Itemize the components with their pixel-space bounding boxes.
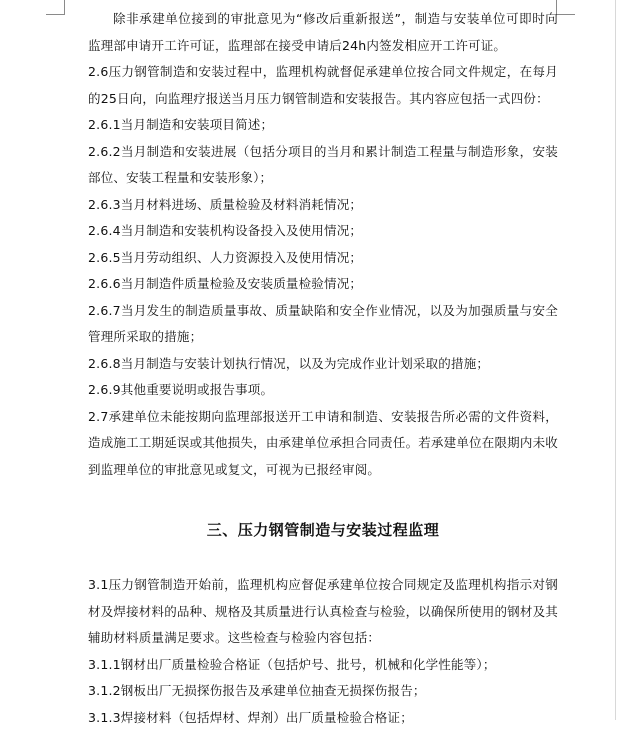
paragraph-p2-6-5: 2.6.5当月劳动组织、人力资源投入及使用情况；	[88, 245, 558, 272]
paragraph-p2-6-4: 2.6.4当月制造和安装机构设备投入及使用情况；	[88, 218, 558, 245]
paragraph-p3-1-3: 3.1.3焊接材料（包括焊材、焊剂）出厂质量检验合格证；	[88, 705, 558, 731]
paragraph-p2-6-3: 2.6.3当月材料进场、质量检验及材料消耗情况；	[88, 192, 558, 219]
paragraphs-after-heading	[88, 572, 558, 731]
paragraph-p2-6-6: 2.6.6当月制造件质量检验及安装质量检验情况；	[88, 271, 558, 298]
paragraph-p3-1-1: 3.1.1钢材出厂质量检验合格证（包括炉号、批号，机械和化学性能等）；	[88, 652, 558, 679]
crop-mark-top-right	[556, 0, 575, 15]
paragraph-p2-6-7: 2.6.7当月发生的制造质量事故、质量缺陷和安全作业情况，以及为加强质量与安全管理所采取的措施；	[88, 298, 558, 351]
paragraph-p2-6-1: 2.6.1当月制造和安装项目简述；	[88, 112, 558, 139]
paragraph-p2-7: 2.7承建单位未能按期向监理部报送开工申请和制造、安装报告所必需的文件资料，造成施工工期延误或其他损失，由承建单位承担合同责任。若承建单位在限期内未收到监理单位的审批意见或复文，可视为已报经审阅。	[88, 404, 558, 484]
document-body	[88, 6, 558, 731]
paragraph-p2-6: 2.6压力钢管制造和安装过程中，监理机构就督促承建单位按合同文件规定，在每月的25日向，向监理疗报送当月压力钢管制造和安装报告。其内容应包括一式四份：	[88, 59, 558, 112]
crop-mark-top-left	[46, 0, 65, 15]
paragraph-p2-6-9: 2.6.9其他重要说明或报告事项。	[88, 377, 558, 404]
paragraph-p2-6-8: 2.6.8当月制造与安装计划执行情况，以及为完成作业计划采取的措施；	[88, 351, 558, 378]
paragraph-p3-1-2: 3.1.2钢板出厂无损探伤报告及承建单位抽查无损探伤报告；	[88, 678, 558, 705]
paragraph-p2-6-2: 2.6.2当月制造和安装进展（包括分项目的当月和累计制造工程量与制造形象，安装部位、安装工程量和安装形象）；	[88, 139, 558, 192]
paragraph-intro: 除非承建单位接到的审批意见为“修改后重新报送”，制造与安装单位可即时向监理部申请开工许可证，监理部在接受申请后24h内签发相应开工许可证。	[88, 6, 558, 59]
section-heading: 三、压力钢管制造与安装过程监理	[88, 517, 558, 543]
paragraph-p3-1: 3.1压力钢管制造开始前，监理机构应督促承建单位按合同规定及监理机构指示对钢材及焊接材料的品种、规格及其质量进行认真检查与检验，以确保所使用的钢材及其辅助材料质量满足要求。这些检查与检验内容包括：	[88, 572, 558, 652]
page-edge-divider	[615, 0, 616, 720]
paragraphs-before-heading	[88, 6, 558, 483]
